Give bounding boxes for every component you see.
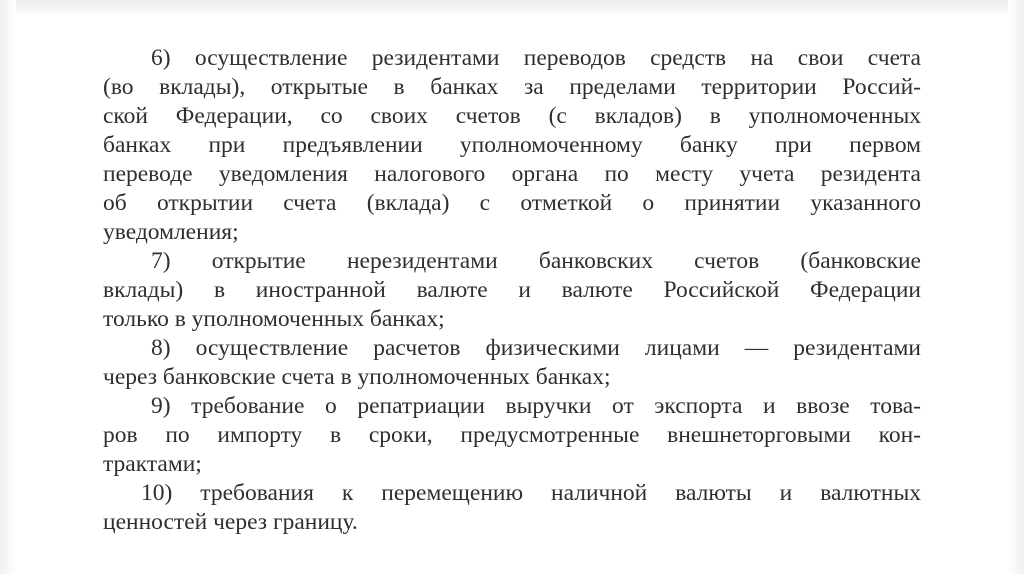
text-line: 7) открытие нерезидентами банковских счетов (банковские [151,248,921,274]
list-item-7 [103,247,921,334]
slide-left-border [0,0,16,574]
text-line: ров по импорту в сроки, предусмотренные внешнеторговыми кон- [103,422,921,448]
list-item-6 [103,44,921,247]
slide-top-border [0,0,1024,16]
text-line: вклады) в иностранной валюте и валюте Российской Федерации [103,277,921,303]
text-line: банках при предъявлении уполномоченному банку при первом [103,132,921,158]
text-line: только в уполномоченных банках; [103,306,445,332]
text-line: ценностей через границу. [103,509,358,535]
text-line: через банковские счета в уполномоченных банках; [103,364,611,390]
list-item-8 [103,334,921,392]
document-page [103,44,921,537]
text-line: (во вклады), открытые в банках за пределами территории Россий- [103,74,921,100]
list-item-10 [103,479,921,537]
text-line: уведомления; [103,219,239,245]
text-line: 10) требования к перемещению наличной валюты и валютных [141,480,921,506]
text-line: переводе уведомления налогового органа по месту учета резидента [103,161,921,187]
text-line: об открытии счета (вклада) с отметкой о принятии указанного [103,190,921,216]
text-line: 9) требование о репатриации выручки от экспорта и ввозе това- [151,393,921,419]
text-line: 8) осуществление расчетов физическими лицами — резидентами [151,335,921,361]
text-line: ской Федерации, со своих счетов (с вкладов) в уполномоченных [103,103,921,129]
list-item-9 [103,392,921,479]
text-line: 6) осуществление резидентами переводов средств на свои счета [151,45,921,71]
text-line: трактами; [103,451,202,477]
slide-right-border [1008,0,1024,574]
